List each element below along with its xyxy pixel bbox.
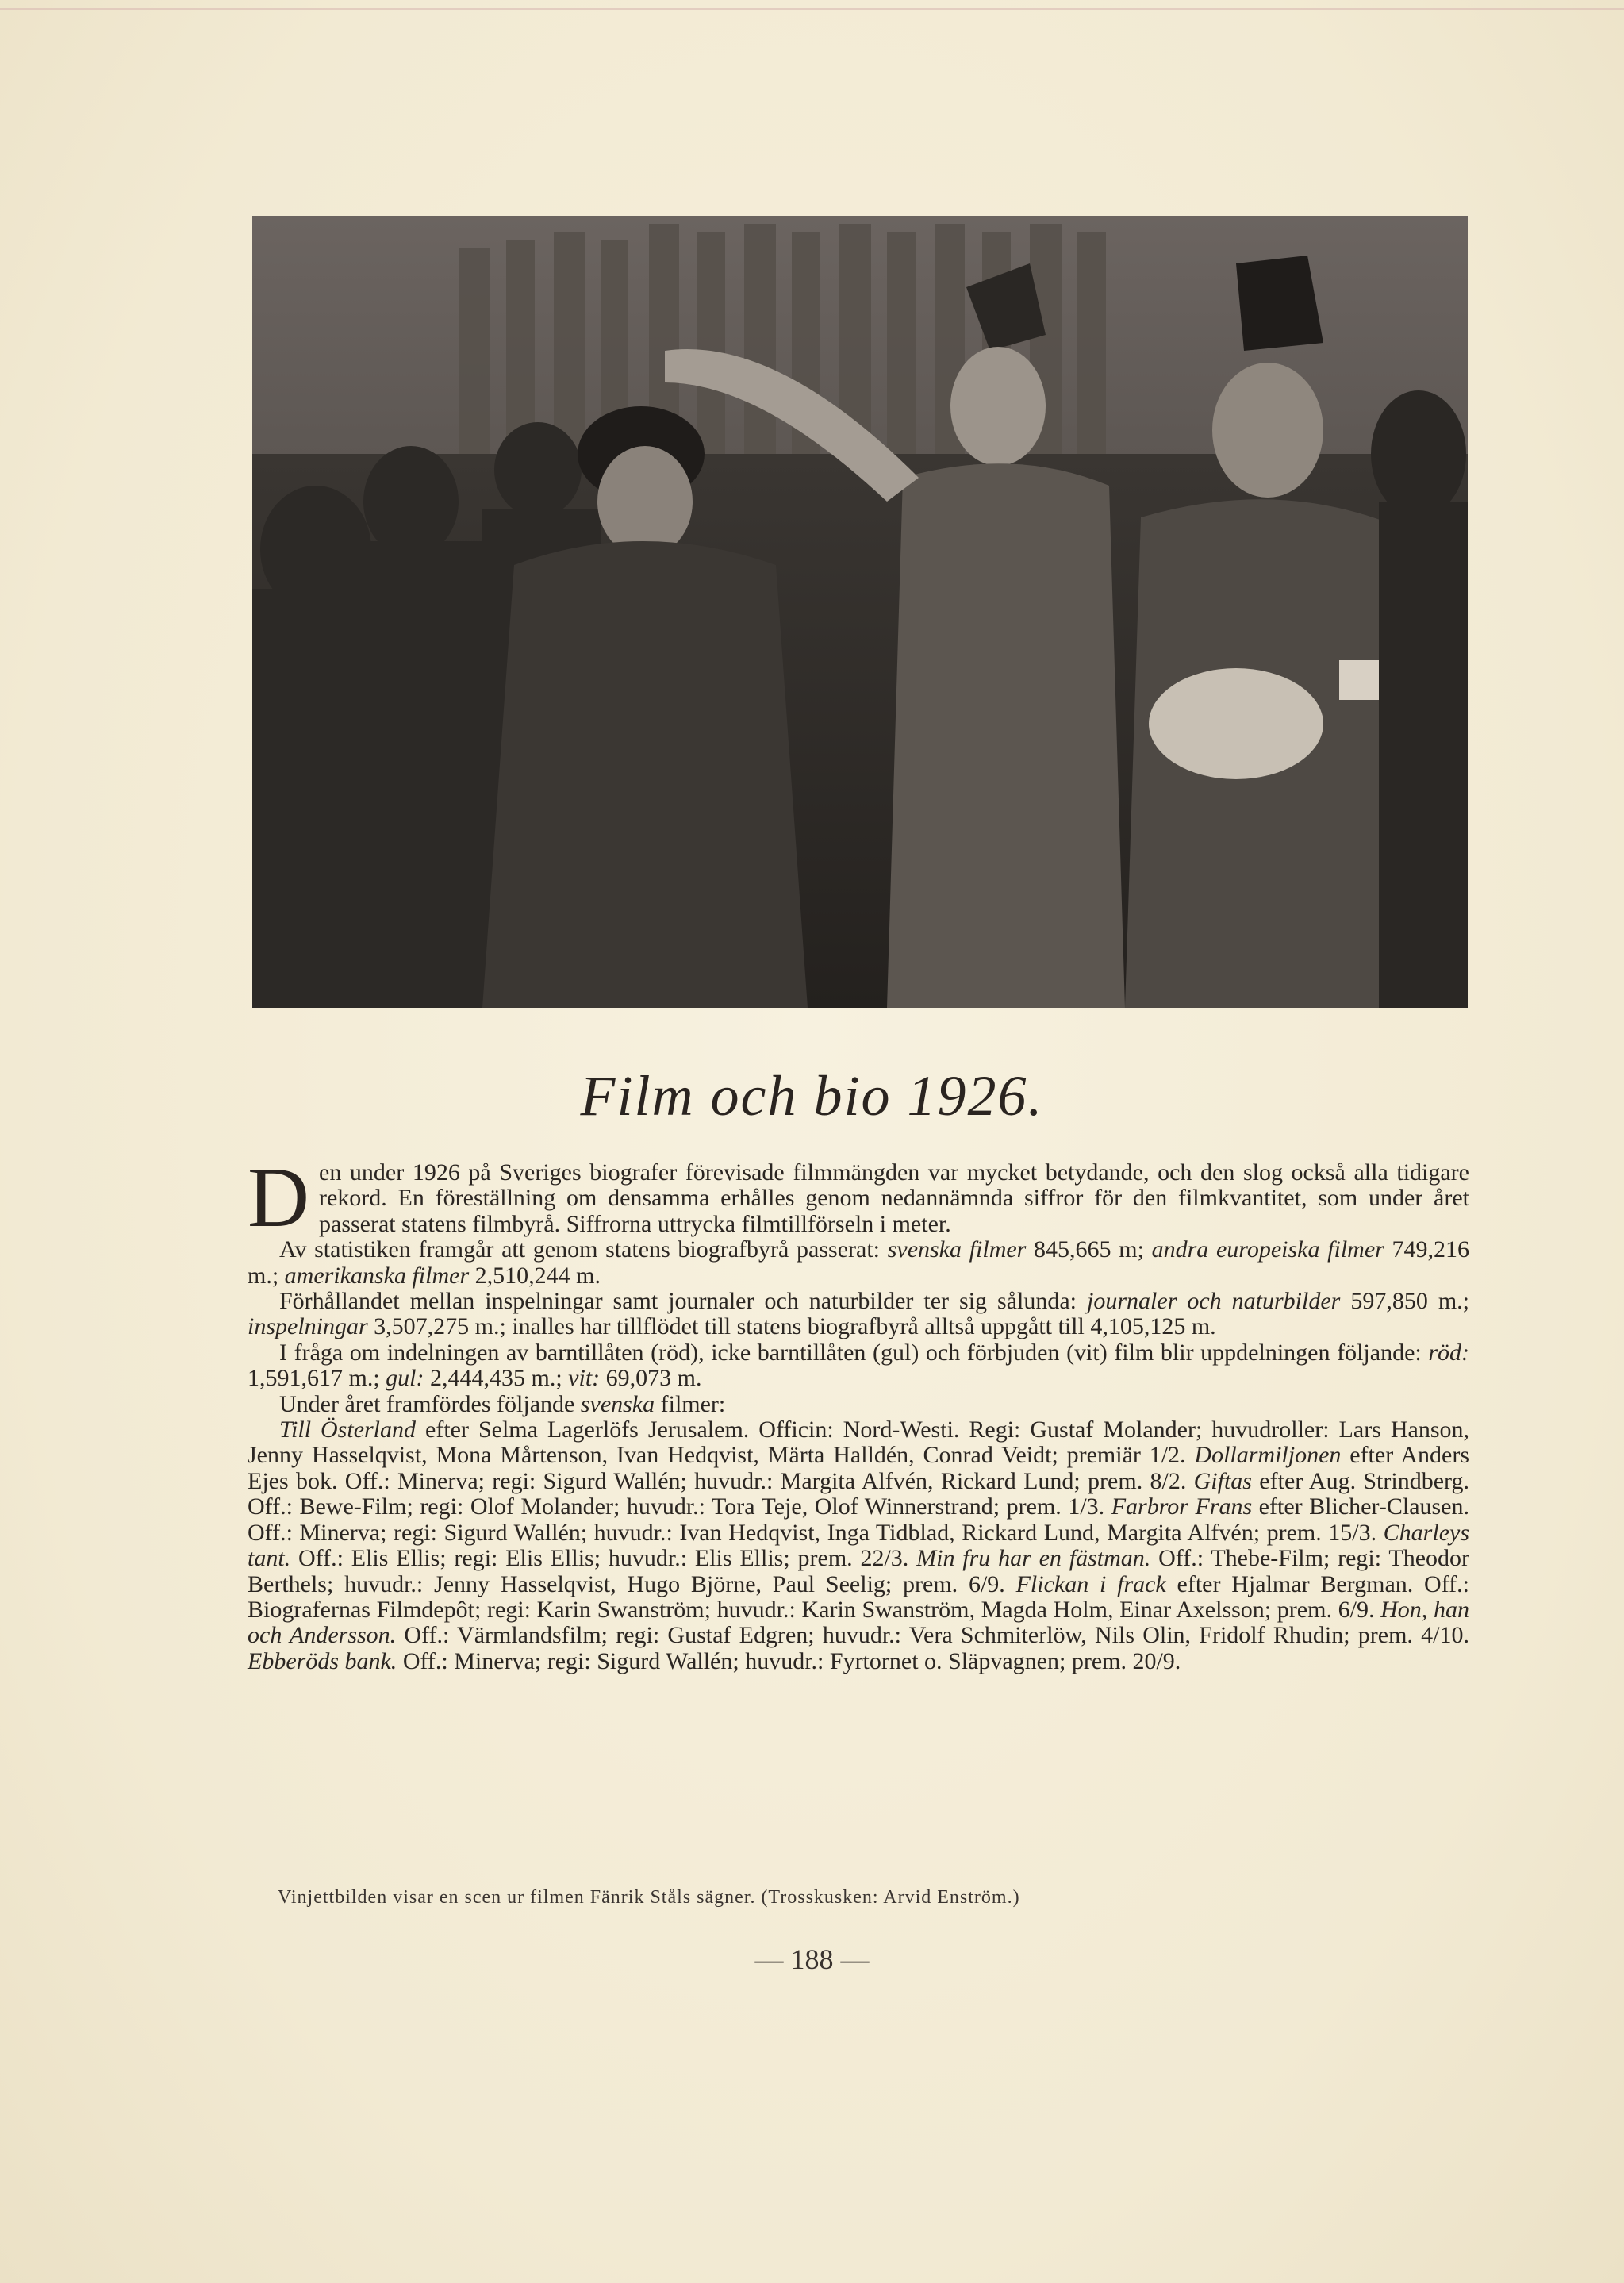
paragraph-intro	[248, 1151, 1469, 1245]
paragraph-statistics	[248, 1237, 1469, 1289]
film-details: Off.: Thebe-Film; regi: Theodor Berthels; huvudr.: Jenny Hasselqvist, Hugo Björne, Paul Seelig; prem. 6/9.	[248, 1545, 1470, 1597]
drop-cap: D	[248, 1151, 309, 1245]
film-title: Dollarmiljonen	[1194, 1442, 1342, 1469]
text-run: Förhållandet mellan inspelningar samt journaler och naturbilder ter sig sålunda:	[279, 1288, 1088, 1315]
film-still-photo	[252, 216, 1468, 1008]
film-title: Flickan i frack	[1015, 1570, 1166, 1597]
paragraph-ratio	[248, 1289, 1469, 1340]
emphasis: svenska filmer	[887, 1236, 1027, 1263]
text-run: 597,850 m.;	[1340, 1288, 1470, 1315]
film-title: Till Österland	[279, 1416, 417, 1443]
emphasis: gul:	[386, 1365, 424, 1392]
page-title: Film och bio 1926.	[580, 1064, 1044, 1128]
film-title: Charleys tant.	[248, 1519, 1469, 1572]
photo-caption: Vinjettbilden visar en scen ur filmen Fänrik Ståls sägner. (Trosskusken: Arvid Enström.)	[278, 1887, 1020, 1908]
text-run: 3,507,275 m.; inalles har tillflödet till statens biografbyrå alltså uppgått till 4,105,125 m.	[367, 1313, 1216, 1340]
film-details: Off.: Värmlandsfilm; regi: Gustaf Edgren; huvudr.: Vera Schmiterlöw, Nils Olin, Fridolf Rhudin; prem. 4/10.	[396, 1622, 1469, 1649]
text-run: Av statistiken framgår att genom statens biografbyrå passerat:	[279, 1236, 888, 1263]
article-body	[248, 1151, 1470, 1674]
photo-illustration	[252, 216, 1468, 1008]
emphasis: andra europeiska filmer	[1151, 1236, 1384, 1263]
film-title: Min fru har en fästman.	[916, 1545, 1151, 1572]
text-run: 1,591,617 m.;	[248, 1365, 386, 1392]
emphasis: journaler och naturbilder	[1087, 1288, 1341, 1315]
film-title: Farbror Frans	[1111, 1493, 1253, 1520]
film-title: Ebberöds bank.	[248, 1647, 397, 1674]
page-number: — 188 —	[754, 1943, 870, 1975]
film-details: efter Blicher-Clausen. Off.: Minerva; regi: Sigurd Wallén; huvudr.: Ivan Hedqvist, Inga Tidblad, Rickard Lund, Margita Alfvén; prem. 15/3.	[248, 1493, 1470, 1546]
text-run: 749,216 m.;	[248, 1236, 1470, 1289]
text-run: filmer:	[655, 1390, 726, 1417]
text-run: Under året framfördes följande	[279, 1390, 581, 1417]
text-run: 69,073 m.	[600, 1365, 702, 1392]
text-run: 845,665 m;	[1026, 1236, 1152, 1263]
paragraph-film-list	[248, 1417, 1469, 1674]
emphasis: röd:	[1428, 1339, 1469, 1366]
film-details: Off.: Minerva; regi: Sigurd Wallén; huvudr.: Fyrtornet o. Släpvagnen; prem. 20/9.	[397, 1647, 1181, 1674]
text-run: I fråga om indelningen av barntillåten (röd), icke barntillåten (gul) och förbjuden (vit) film blir uppdelningen följande:	[279, 1339, 1429, 1366]
text-run: 2,510,244 m.	[469, 1262, 601, 1289]
film-details: efter Aug. Strindberg. Off.: Bewe-Film; regi: Olof Molander; huvudr.: Tora Teje, Olof Winnerstrand; prem. 1/3.	[248, 1467, 1469, 1520]
paragraph-films-intro	[248, 1392, 1469, 1417]
emphasis: inspelningar	[248, 1313, 368, 1340]
film-details: efter Selma Lagerlöfs Jerusalem. Officin: Nord-Westi. Regi: Gustaf Molander; huvudroller: Lars Hanson, Jenny Hasselqvist, Mona Mårtenson, Ivan Hedqvist, Märta Halldén, Conrad Veidt; premiär 1/2.	[248, 1416, 1469, 1469]
emphasis: amerikanska filmer	[284, 1262, 470, 1289]
film-title: Giftas	[1193, 1467, 1252, 1494]
page-edge	[0, 0, 1624, 10]
paragraph-text: en under 1926 på Sveriges biografer förevisade filmmängden var mycket betydande, och den slog också alla tidigare rekord. En föreställning om densamma erhålles genom nedannämnda siffror för den filmkvantitet, som under året passerat statens filmbyrå. Siffrorna uttrycka filmtillförseln i meter.	[319, 1159, 1469, 1237]
emphasis: svenska	[580, 1390, 655, 1417]
film-details: efter Anders Ejes bok. Off.: Minerva; regi: Sigurd Wallén; huvudr.: Margita Alfvén, Rickard Lund; prem. 8/2.	[248, 1442, 1470, 1494]
film-title: Hon, han och Andersson.	[248, 1596, 1469, 1649]
paragraph-classification	[248, 1340, 1469, 1392]
emphasis: vit:	[568, 1365, 601, 1392]
film-details: efter Hjalmar Bergman. Off.: Biografernas Filmdepôt; regi: Karin Swanström; huvudr.: Karin Swanström, Magda Holm, Einar Axelsson; prem. 6/9.	[248, 1570, 1469, 1623]
text-run: 2,444,435 m.;	[424, 1365, 569, 1392]
film-details: Off.: Elis Ellis; regi: Elis Ellis; huvudr.: Elis Ellis; prem. 22/3.	[290, 1545, 917, 1572]
